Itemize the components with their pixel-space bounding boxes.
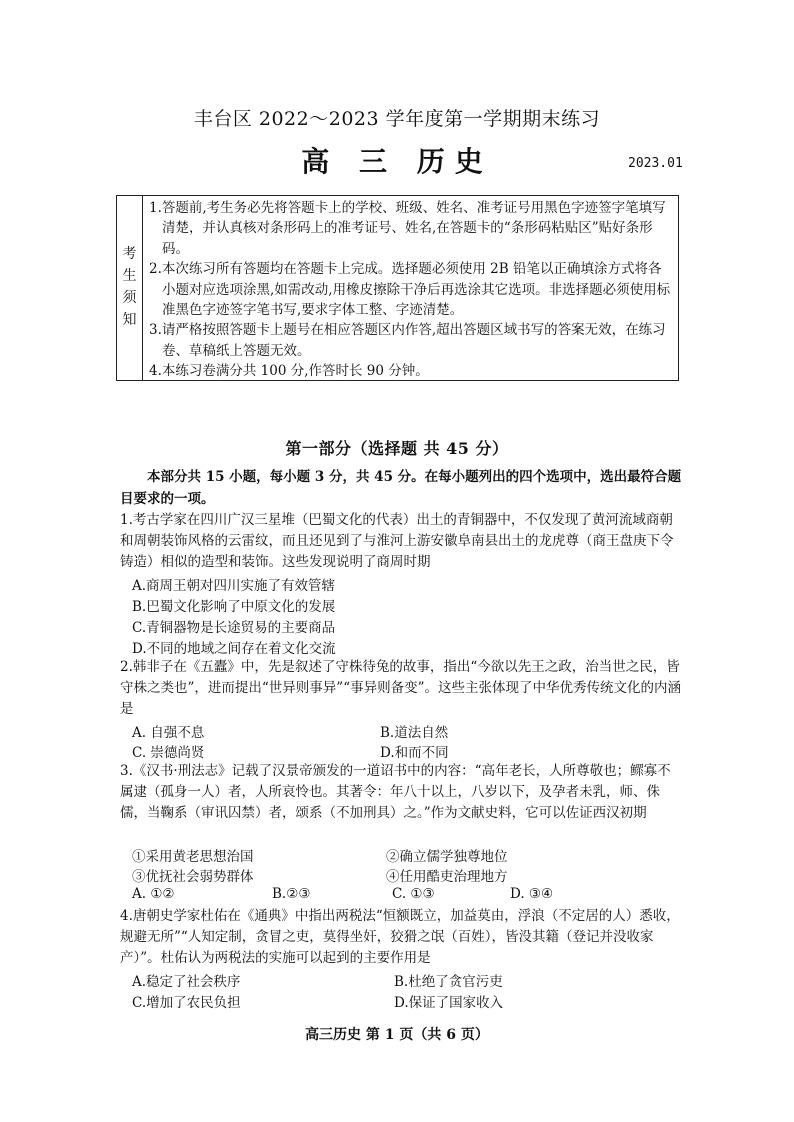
statement-1: ①采用黄老思想治国: [132, 849, 254, 865]
statement-2: ②确立儒学独尊地位: [386, 849, 508, 865]
option-b: B.道法自然: [380, 725, 449, 741]
part-title: 第一部分（选择题 共 45 分）: [285, 439, 509, 458]
question-stem: 1.考古学家在四川广汉三星堆（巴蜀文化的代表）出土的青铜器中，不仅发现了黄河流域商朝和周朝装饰风格的云雷纹，而且还见到了与淮河上游安徽阜南县出土的龙虎尊（商王盘庚下令铸造）相似的造型和装饰。这些发现说明了商周时期: [120, 512, 674, 570]
notice-item: 3.请严格按照答题卡上题号在相应答题区内作答,超出答题区域书写的答案无效，在练习卷、草稿纸上答题无效。: [149, 322, 666, 359]
statement-3: ③优抚社会弱势群体: [132, 869, 254, 885]
option-c: C.青铜器物是长途贸易的主要商品: [132, 620, 336, 636]
option-c: C. ①③: [392, 886, 435, 902]
option-c: C. 崇德尚贤: [132, 745, 205, 761]
notice-side-char: 须: [122, 290, 137, 306]
notice-side-char: 生: [122, 268, 137, 284]
question-stem: 2.韩非子在《五蠹》中，先是叙述了守株待兔的故事，指出“今欲以先王之政，治当世之民，皆守株之类也”，进而提出“世异则事异”“事异则备变”。这些主张体现了中华优秀传统文化的内涵是: [120, 659, 682, 717]
option-d: D. ③④: [510, 886, 554, 902]
exam-date: 2023.01: [628, 156, 683, 171]
page-footer: 高三历史 第 1 页（共 6 页）: [305, 1027, 489, 1043]
subject-title: 高 三 历史: [301, 145, 493, 178]
statement-4: ④任用酷吏治理地方: [386, 869, 508, 885]
option-a: A. ①②: [132, 886, 175, 902]
school-title: 丰台区 2022～2023 学年度第一学期期末练习: [193, 108, 601, 130]
question-stem: 4.唐朝史学家杜佑在《通典》中指出两税法“恒额既立，加益莫由，浮浪（不定居的人）悉收，规避无所”“人知定制，贪冒之吏，莫得坐奸，狡猾之氓（百姓），皆没其籍（登记并没收家产）”。杜佑认为两税法的实施可以起到的主要作用是: [120, 908, 680, 966]
question-1: [120, 510, 683, 573]
notice-item: 4.本练习卷满分共 100 分,作答时长 90 分钟。: [149, 363, 429, 380]
notice-box: [116, 195, 679, 381]
option-c: C.增加了农民负担: [132, 995, 241, 1011]
question-3: [120, 761, 683, 824]
option-a: A.稳定了社会秩序: [132, 974, 241, 990]
option-d: D.不同的地域之间存在着文化交流: [132, 641, 336, 657]
question-stem: 3.《汉书·刑法志》记载了汉景帝颁发的一道诏书中的内容：“高年老长，人所尊敬也；鳏寡不属逮（孤身一人）者，人所哀怜也。其著令：年八十以上，八岁以下，及孕者未乳，师、侏儒，当鞠系（审讯囚禁）者，颂系（不加刑具）之。”作为文献史料，它可以佐证西汉初期: [120, 763, 671, 821]
notice-side-char: 考: [122, 246, 137, 262]
notice-side-char: 知: [122, 312, 137, 328]
notice-side-label: [117, 196, 143, 380]
notice-item: 1.答题前,考生务必先将答题卡上的学校、班级、姓名、准考证号用黑色字迹签字笔填写清楚，并认真核对条形码上的准考证号、姓名,在答题卡的“条形码粘贴区”贴好条形码。: [149, 200, 666, 257]
part-intro: 本部分共 15 小题，每小题 3 分，共 45 分。在每小题列出的四个选项中，选出最符合题目要求的一项。: [120, 469, 682, 507]
option-a: A. 自强不息: [132, 725, 205, 741]
option-b: B.巴蜀文化影响了中原文化的发展: [132, 599, 336, 615]
question-4: [120, 906, 683, 969]
option-a: A.商周王朝对四川实施了有效管辖: [132, 578, 336, 594]
option-b: B.②③: [272, 886, 311, 902]
question-2: [120, 657, 683, 720]
option-d: D.保证了国家收入: [394, 995, 504, 1011]
notice-item: 2.本次练习所有答题均在答题卡上完成。选择题必须使用 2B 铅笔以正确填涂方式将各小题对应选项涂黑,如需改动,用橡皮擦除干净后再选涂其它选项。非选择题必须使用标准黑色字迹签字笔书写,要求字体工整、字迹清楚。: [149, 261, 671, 319]
option-b: B.杜绝了贪官污吏: [394, 974, 503, 990]
notice-body: [149, 198, 672, 382]
option-d: D.和而不同: [380, 745, 449, 761]
